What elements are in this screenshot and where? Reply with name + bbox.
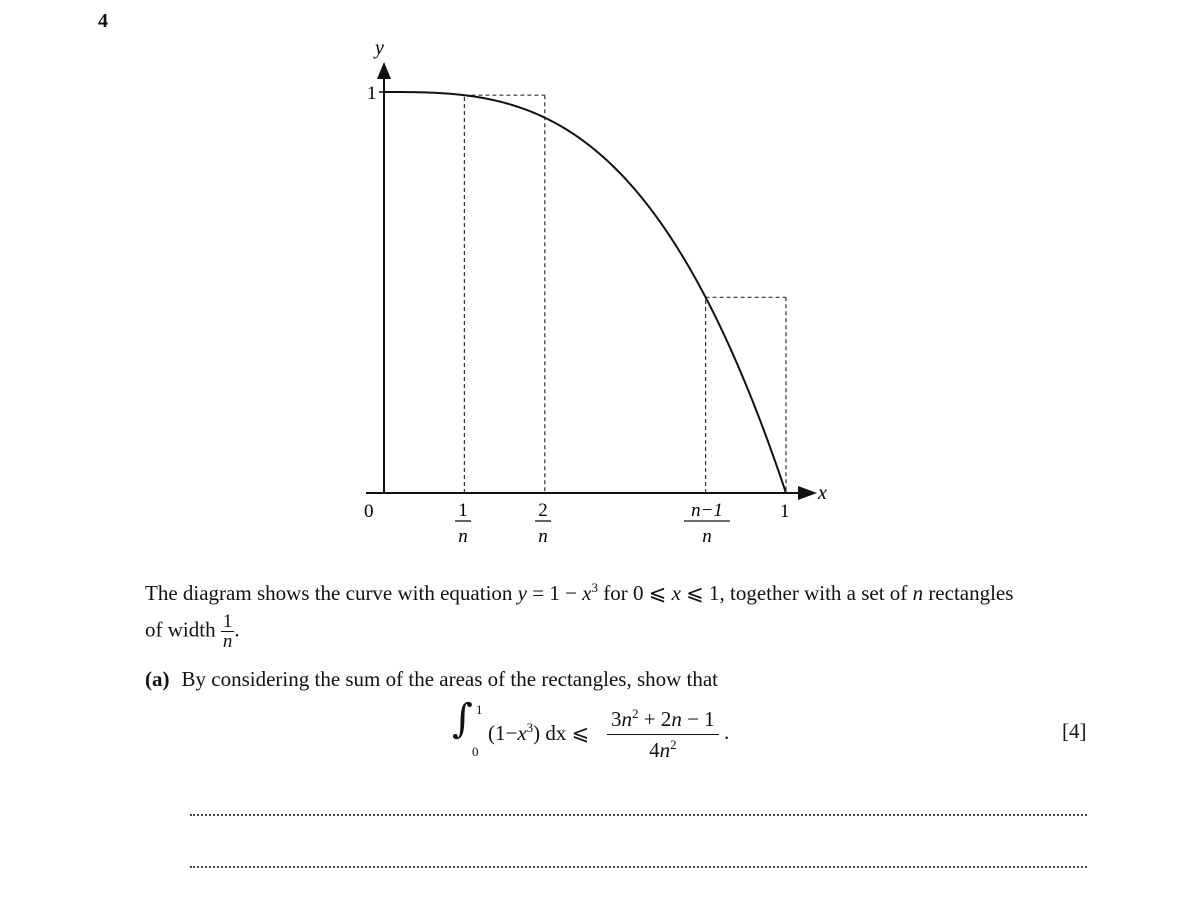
integrand-x: x bbox=[517, 721, 527, 745]
desc-eq-y: y bbox=[517, 581, 527, 605]
origin-label: 0 bbox=[364, 501, 374, 522]
desc-text-d: rectangles bbox=[923, 581, 1014, 605]
integrand-close: ) dx ⩽ bbox=[533, 721, 590, 745]
formula-end: . bbox=[724, 720, 730, 744]
width-fraction-num: 1 bbox=[222, 611, 233, 632]
curve-y-1-minus-x-cubed bbox=[384, 92, 786, 493]
question-number: 4 bbox=[98, 10, 108, 32]
integral-sign: ∫ bbox=[452, 696, 473, 742]
x-axis-arrow-icon bbox=[798, 486, 817, 500]
desc-ineq-x: x bbox=[671, 581, 681, 605]
integral-upper-limit: 1 bbox=[476, 702, 483, 717]
rhs-fraction bbox=[607, 706, 719, 763]
desc-text-b: for 0 ⩽ bbox=[598, 581, 672, 605]
desc-text-c: ⩽ 1, together with a set of bbox=[680, 581, 913, 605]
rectangles bbox=[464, 95, 786, 493]
y-tick-label: 1 bbox=[367, 83, 377, 104]
desc-eq-mid: = 1 − bbox=[526, 581, 583, 605]
description-line-2 bbox=[145, 612, 240, 651]
desc-width-end: . bbox=[234, 617, 240, 642]
part-a-text: By considering the sum of the areas of the rectangles, show that bbox=[181, 667, 719, 691]
width-fraction-den: n bbox=[222, 631, 233, 652]
integrand bbox=[488, 720, 589, 746]
part-a-prompt bbox=[145, 667, 718, 692]
description-line-1 bbox=[145, 575, 1013, 606]
x-tick-den-1: n bbox=[458, 526, 468, 547]
x-tick-den-3: n bbox=[702, 526, 712, 547]
x-tick-num-2: 2 bbox=[538, 500, 548, 521]
y-axis-label: y bbox=[375, 37, 384, 59]
desc-eq-x: x bbox=[582, 581, 592, 605]
answer-line-2[interactable] bbox=[190, 866, 1087, 868]
desc-text-a: The diagram shows the curve with equation bbox=[145, 581, 518, 605]
integrand-exp: 3 bbox=[526, 720, 534, 735]
desc-width-text: of width bbox=[145, 617, 221, 642]
x-axis-label: x bbox=[818, 482, 827, 504]
rhs-denominator: $4n^2$ bbox=[607, 734, 719, 763]
x-tick-num-1: 1 bbox=[458, 500, 468, 521]
y-axis-arrow-icon bbox=[377, 62, 391, 79]
desc-eq-exp: 3 bbox=[591, 580, 598, 595]
integral-lower-limit: 0 bbox=[472, 744, 479, 759]
desc-n: n bbox=[912, 581, 924, 605]
part-a-label: (a) bbox=[145, 667, 170, 691]
answer-line-1[interactable] bbox=[190, 814, 1087, 816]
rhs-numerator: $3n^2 + 2n - 1$ bbox=[611, 706, 715, 731]
x-tick-den-2: n bbox=[538, 526, 548, 547]
x-tick-end-label: 1 bbox=[780, 501, 790, 522]
width-fraction bbox=[221, 612, 235, 651]
marks-label: [4] bbox=[1062, 719, 1087, 743]
x-tick-num-3: n−1 bbox=[691, 500, 723, 521]
integrand-open: (1− bbox=[488, 721, 518, 745]
